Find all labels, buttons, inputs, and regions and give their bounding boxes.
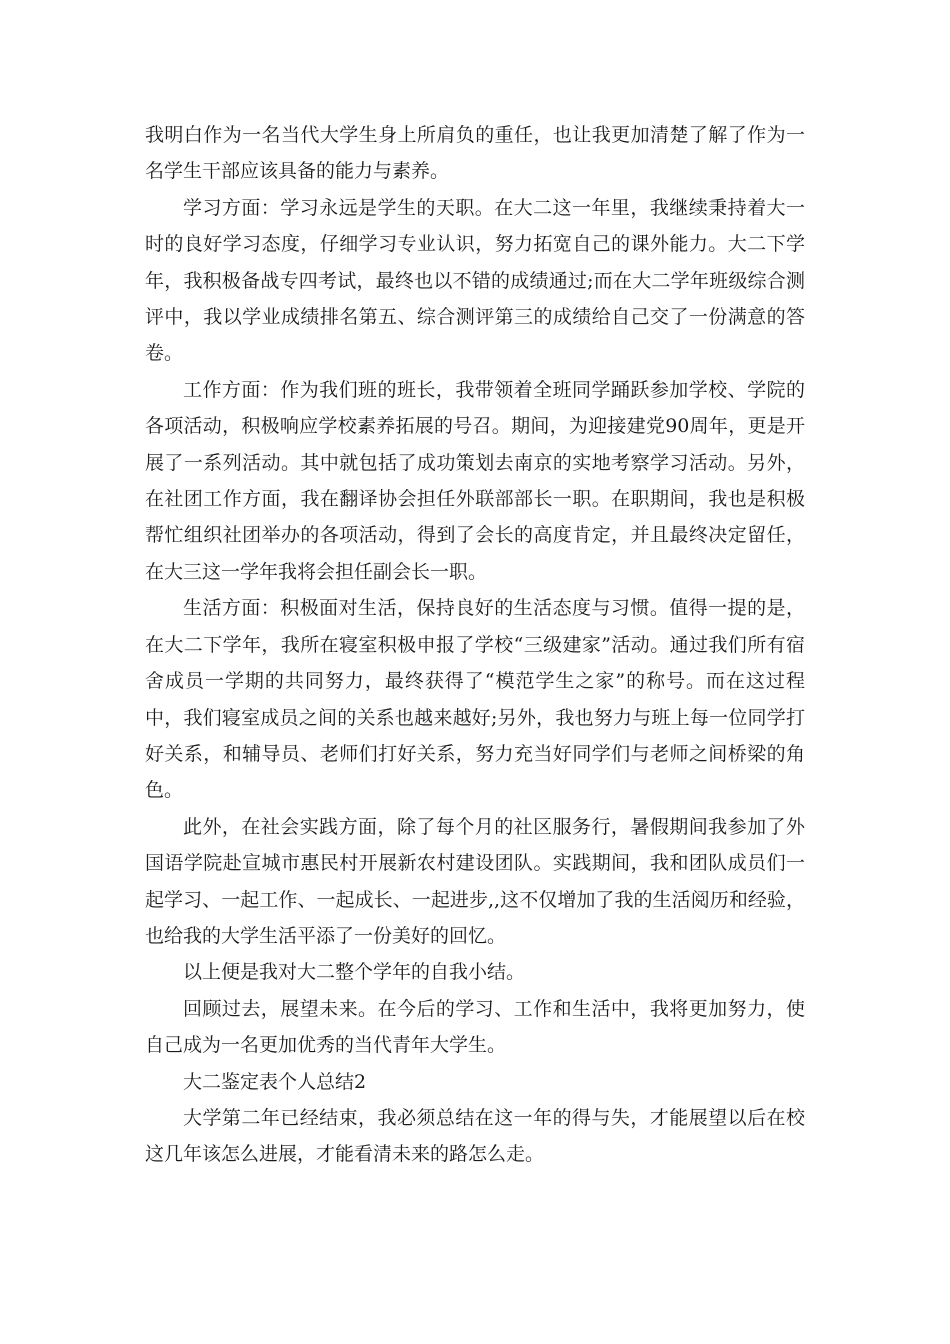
- paragraph-summary: 以上便是我对大二整个学年的自我小结。: [183, 961, 526, 984]
- paragraph-intro-2: 大学第二年已经结束，我必须总结在这一年的得与失，才能展望以后在校这几年该怎么进展，才能看清未来的路怎么走。: [145, 1106, 805, 1166]
- document-body: [145, 117, 805, 1173]
- paragraph-outlook: 回顾过去，展望未来。在今后的学习、工作和生活中，我将更加努力，使自己成为一名更加优秀的当代青年大学生。: [145, 997, 805, 1057]
- paragraph-social-practice: 此外，在社会实践方面，除了每个月的社区服务行，暑假期间我参加了外国语学院赴宣城市惠民村开展新农村建设团队。实践期间，我和团队成员们一起学习、一起工作、一起成长、一起进步,,这不仅增加了我的生活阅历和经验，也给我的大学生活平添了一份美好的回忆。: [145, 815, 805, 947]
- paragraph-work: 工作方面：作为我们班的班长，我带领着全班同学踊跃参加学校、学院的各项活动，积极响应学校素养拓展的号召。期间，为迎接建党90周年，更是开展了一系列活动。其中就包括了成功策划去南京的实地考察学习活动。另外，在社团工作方面，我在翻译协会担任外联部部长一职。在职期间，我也是积极帮忙组织社团举办的各项活动，得到了会长的高度肯定，并且最终决定留任，在大三这一学年我将会担任副会长一职。: [145, 378, 805, 583]
- section-heading: 大二鉴定表个人总结2: [183, 1070, 367, 1093]
- paragraph-life: 生活方面：积极面对生活，保持良好的生活态度与习惯。值得一提的是，在大二下学年，我所在寝室积极申报了学校“三级建家”活动。通过我们所有宿舍成员一学期的共同努力，最终获得了“模范学生之家”的称号。而在这过程中，我们寝室成员之间的关系也越来越好;另外，我也努力与班上每一位同学打好关系，和辅导员、老师们打好关系，努力充当好同学们与老师之间桥梁的角色。: [145, 597, 805, 802]
- paragraph-study: 学习方面：学习永远是学生的天职。在大二这一年里，我继续秉持着大一时的良好学习态度，仔细学习专业认识，努力拓宽自己的课外能力。大二下学年，我积极备战专四考试，最终也以不错的成绩通过;而在大二学年班级综合测评中，我以学业成绩排名第五、综合测评第三的成绩给自己交了一份满意的答卷。: [145, 196, 805, 365]
- paragraph-continuation: 我明白作为一名当代大学生身上所肩负的重任，也让我更加清楚了解了作为一名学生干部应该具备的能力与素养。: [145, 124, 805, 183]
